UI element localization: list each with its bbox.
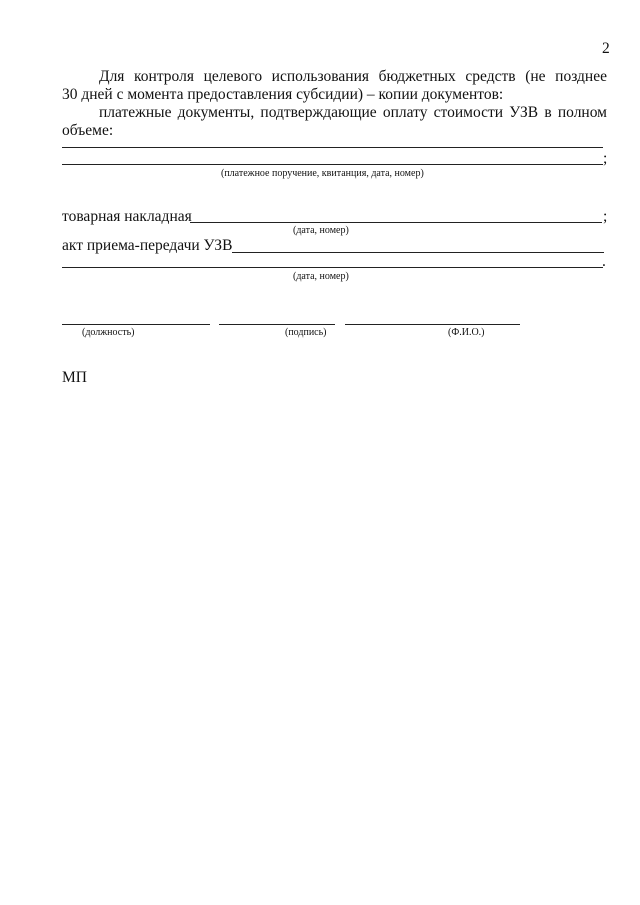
signature-caption: (подпись) <box>285 327 327 338</box>
payment-caption: (платежное поручение, квитанция, дата, номер) <box>221 168 424 179</box>
invoice-end-mark: ; <box>603 208 608 225</box>
payment-end-mark: ; <box>603 150 608 167</box>
intro-line-2: 30 дней с момента предоставления субсидии) – копии документов: <box>62 86 504 103</box>
intro-line-1: Для контроля целевого использования бюджетных средств (не позднее <box>99 68 607 85</box>
act-blank-line-1[interactable] <box>232 252 604 253</box>
stamp-mark: МП <box>62 369 87 386</box>
page-number: 2 <box>602 40 610 57</box>
act-label: акт приема-передачи УЗВ <box>62 237 233 254</box>
payment-blank-line-2[interactable] <box>62 164 603 165</box>
act-end-mark: . <box>602 253 606 270</box>
position-blank-line[interactable] <box>62 324 210 325</box>
payment-docs-line-1: платежные документы, подтверждающие оплату стоимости УЗВ в полном <box>99 104 607 121</box>
signature-blank-line[interactable] <box>219 324 335 325</box>
position-caption: (должность) <box>82 327 135 338</box>
act-blank-line-2[interactable] <box>62 267 603 268</box>
invoice-label: товарная накладная <box>62 208 192 225</box>
act-caption: (дата, номер) <box>293 271 349 282</box>
payment-blank-line-1[interactable] <box>62 147 603 148</box>
invoice-blank-line[interactable] <box>190 222 602 223</box>
invoice-caption: (дата, номер) <box>293 225 349 236</box>
payment-docs-line-2: объеме: <box>62 122 114 139</box>
full-name-caption: (Ф.И.О.) <box>448 327 485 338</box>
full-name-blank-line[interactable] <box>345 324 520 325</box>
